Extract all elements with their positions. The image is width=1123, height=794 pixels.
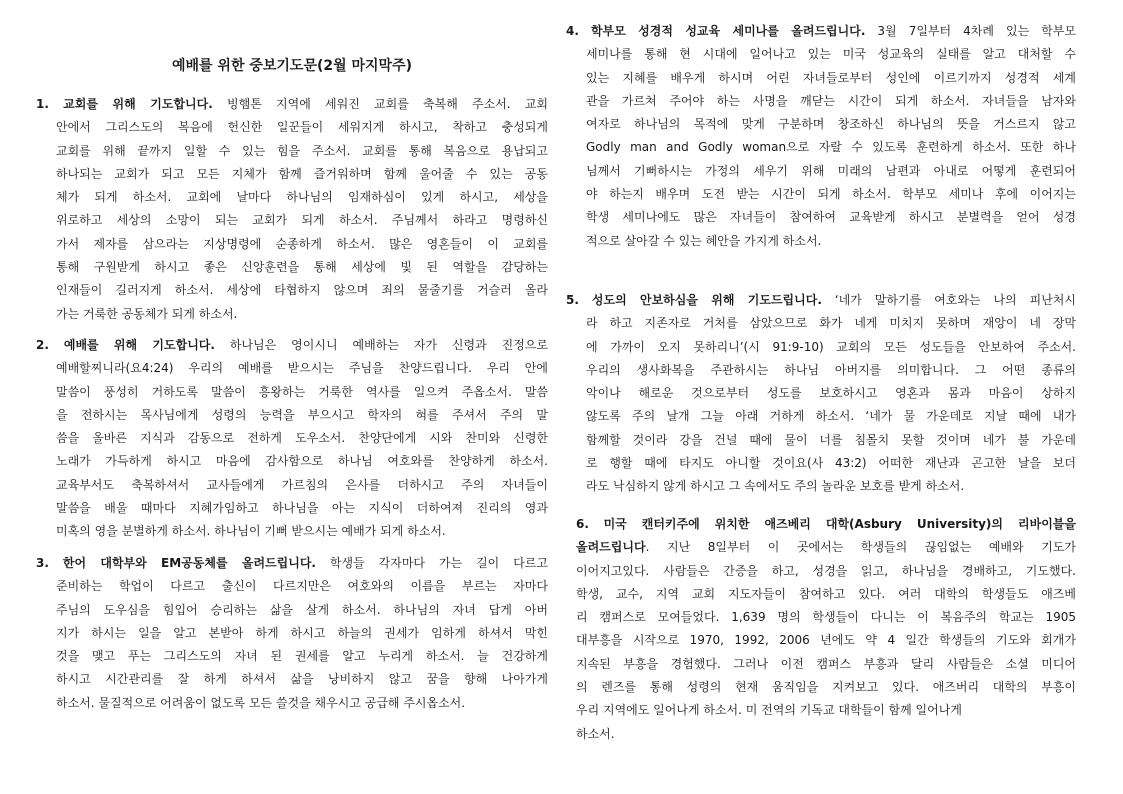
item-line: 교회를 위해 끝까지 일할 수 있는 힘을 주소서. 교회를 통해 복음으로 용납되고 [56,143,548,158]
item-line: 야 하는지 배우며 도전 받는 시간이 되게 하소서. 학부모 세미나 후에 이어지는 [586,187,1076,202]
item-line: 하나되는 교회가 되고 모든 지체가 함께 즐거워하며 함께 울어줄 수 있는 공동 [56,166,548,181]
item-first-line [36,93,548,116]
item-line: 여자로 하나님의 목적에 맞게 구분하며 창조하신 하나님의 뜻을 거스르지 않고 [586,117,1076,132]
item-line: 로 행할 때에 타지도 아니할 것이요(사 43:2) 어떠한 재난과 곤고한 날을 보더 [586,456,1076,471]
item-text: 3월 7일부터 4차례 있는 학부모 [865,24,1076,38]
item-line: 관을 가르쳐 주어야 하는 사명을 깨닫는 시간이 되게 하소서. 자녀들을 남자와 [586,93,1076,108]
item-first-line [566,513,1076,536]
item-line: 말씀이 풍성히 거하도록 말씀이 흥왕하는 거룩한 역사를 일으켜 주옵소서. 말씀 [56,384,548,399]
item-text: 하나님은 영이시니 예배하는 자가 신령과 진정으로 [214,338,548,352]
item-number: 2. [36,338,49,352]
item-number: 1. [36,97,49,111]
item-line: 주님의 도우심을 힘입어 승리하는 삶을 살게 하소서. 하나님의 자녀 답게 아버 [56,602,548,617]
item-line: 적으로 살아갈 수 있는 혜안을 가지게 하소서. [586,233,822,248]
prayer-item-parent-seminar [566,20,1076,253]
item-text: 학생들 각자마다 가는 길이 다르고 [315,556,548,570]
item-line: 학생 세미나에도 많은 자녀들이 참여하여 교육받게 하시고 분별력을 얻어 성경 [586,210,1076,225]
item-line: 있는 지혜를 배우게 하시며 어린 자녀들로부터 성인에 이르기까지 성경적 세계 [586,70,1076,85]
item-line: 라 하고 지존자로 거처를 삼았으므로 화가 네게 미치지 못하며 재앙이 네 장막 [586,316,1076,331]
prayer-item-church [36,93,548,326]
item-heading: 예배를 위해 기도합니다. [63,338,215,352]
item-text: ‘네가 말하기를 여호와는 나의 피난처시 [821,293,1076,307]
item-line: 우리의 생사화복을 주관하시는 하나님 아버지를 의미합니다. 그 어떤 종류의 [586,362,1076,377]
item-line: 의 렌즈를 통해 성령의 현재 움직임을 지켜보고 있다. 애즈버리 대학의 부흥이 [576,680,1076,695]
prayer-item-asbury-revival [566,513,1076,746]
item-line: 학생, 교수, 지역 교회 지도자들이 참여하고 있다. 여러 대학의 학생들도 애즈베 [576,586,1076,601]
item-second-line [566,536,1076,559]
item-line: 리 캠퍼스로 모여들었다. 1,639 명의 학생들이 다니는 이 복음주의 학교는 1905 [576,610,1076,625]
item-line: 하시고 시간관리를 잘 하게 하셔서 삶을 낭비하지 않고 꿈을 향해 나아가게 [56,672,548,687]
item-number: 6. [576,517,589,531]
item-text: 빙햄톤 지역에 세워진 교회를 축복해 주소서. 교회 [212,97,549,111]
item-first-line [36,552,548,575]
item-line: 씀을 올바른 지식과 감동으로 전하게 도우소서. 찬양단에게 시와 찬미와 신령한 [56,431,548,446]
item-line: 체가 되게 하소서. 교회에 날마다 하나님의 임재하심이 있게 하시고, 세상을 [56,190,548,205]
document-title: 예배를 위한 중보기도문(2월 마지막주) [171,58,413,74]
prayer-item-worship [36,334,548,544]
item-line: 세미나를 통해 현 시대에 일어나고 있는 미국 성교육의 실태를 알고 대처할 수 [586,47,1076,62]
item-line: Godly man and Godly woman으로 자랄 수 있도록 훈련하게 하소서. 또한 하나 [586,140,1076,155]
item-line: 미혹의 영을 분별하게 하소서. 하나님이 기뻐 받으시는 예배가 되게 하소서. [56,524,446,539]
item-first-line [566,20,1076,43]
item-heading: 학부모 성경적 성교육 세미나를 올려드립니다. [590,24,866,38]
item-line: 인재들이 길러지게 하소서. 세상에 타협하지 않으며 죄의 물줄기를 거슬러 올라 [56,283,548,298]
item-heading-cont: 올려드립니다 [576,540,646,555]
item-number: 5. [566,293,579,307]
prayer-item-college-em [36,552,548,715]
item-line: 지속된 부흥을 경험했다. 그러나 이전 캠퍼스 부흥과 달리 사람들은 소셜 미디어 [576,656,1076,671]
item-line: 준비하는 학업이 다르고 출신이 다르지만은 여호와의 이름을 부르는 자마다 [56,579,548,594]
item-line: 에 가까이 오지 못하리니’(시 91:9-10) 교회의 모든 성도들을 안보하여 주소서. [586,339,1076,354]
item-line: 지가 하시는 일을 알고 본받아 하게 하시고 하늘의 권세가 임하게 하셔서 막힌 [56,625,548,640]
item-line: 가는 거룩한 공동체가 되게 하소서. [56,306,238,321]
item-line: 통해 구원받게 하시고 좋은 신앙훈련을 통해 세상에 빛 된 역할을 감당하는 [56,260,548,275]
item-number: 4. [566,24,579,38]
prayer-item-protection [566,289,1076,499]
item-line: 악이나 해로운 것으로부터 성도를 보호하시고 영혼과 몸과 마음이 상하지 [586,386,1076,401]
item-line: 위로하고 세상의 소망이 되는 교회가 되게 하소서. 주님께서 하라고 명령하신 [56,213,548,228]
item-line: 것을 맺고 푸는 그리스도의 자녀 된 권세를 알고 누리게 하소서. 늘 건강하게 [56,649,548,664]
item-heading: 성도의 안보하심을 위해 기도드립니다. [591,293,822,307]
item-text: . 지난 8일부터 이 곳에서는 학생들의 끊임없는 예배와 기도가 [645,540,1076,555]
item-line: 님께서 기뻐하시는 가정의 세우기 위해 미래의 남편과 아내로 어떻게 훈련되어 [586,163,1076,178]
item-heading: 한어 대학부와 EM공동체를 올려드립니다. [62,556,316,570]
item-line: 이어지고있다. 사람들은 간증을 하고, 성경을 읽고, 하나님을 경배하고, 기도했다. [576,563,1076,578]
item-heading: 교회를 위해 기도합니다. [63,97,213,111]
item-line: 라도 낙심하지 않게 하시고 그 속에서도 주의 놀라운 보호를 받게 하소서. [586,479,965,494]
item-heading: 미국 캔터키주에 위치한 애즈베리 대학(Asbury University)의 리바이블을 [603,517,1076,531]
item-line: 우리 지역에도 일어나게 하소서. 미 전역의 기독교 대학들이 함께 일어나게 [576,703,962,718]
item-line: 예배할찌니라(요4:24) 우리의 예배를 받으시는 주님을 찬양드립니다. 우리 안에 [56,361,548,376]
item-line: 을 전하시는 목사님에게 성령의 능력을 부으시고 학자의 혀를 주셔서 주의 말 [56,407,548,422]
item-line: 말씀을 배울 때마다 지혜가임하고 하나님을 아는 지식이 더하여져 진리의 영과 [56,501,548,516]
item-line: 않도록 주의 날개 그늘 아래 거하게 하소서. ‘네가 물 가운데로 지날 때에 내가 [586,409,1076,424]
item-line: 노래가 가득하게 하시고 마음에 감사함으로 하나님 여호와를 찬양하게 하소서. [56,454,548,469]
item-first-line [36,334,548,357]
item-line: 대부흥을 시작으로 1970, 1992, 2006 년에도 약 4 일간 학생들의 기도와 회개가 [576,633,1076,648]
item-line: 가서 제자를 삼으라는 지상명령에 순종하게 하소서. 많은 영혼들이 이 교회를 [56,236,548,251]
item-number: 3. [36,556,49,570]
item-line: 교육부서도 축복하셔서 교사들에게 가르침의 은사를 더하시고 주의 자녀들이 [56,477,548,492]
item-line: 하소서. [576,726,615,741]
item-line: 함께할 것이라 강을 건널 때에 물이 너를 침몰치 못할 것이며 네가 불 가운데 [586,432,1076,447]
item-line: 하소서. 물질적으로 어려움이 없도록 모든 쓸것을 채우시고 공급해 주시옵소서. [56,695,466,710]
item-line: 안에서 그리스도의 복음에 헌신한 일꾼들이 세워지게 하시고, 착하고 충성되게 [56,120,548,135]
item-first-line [566,289,1076,312]
